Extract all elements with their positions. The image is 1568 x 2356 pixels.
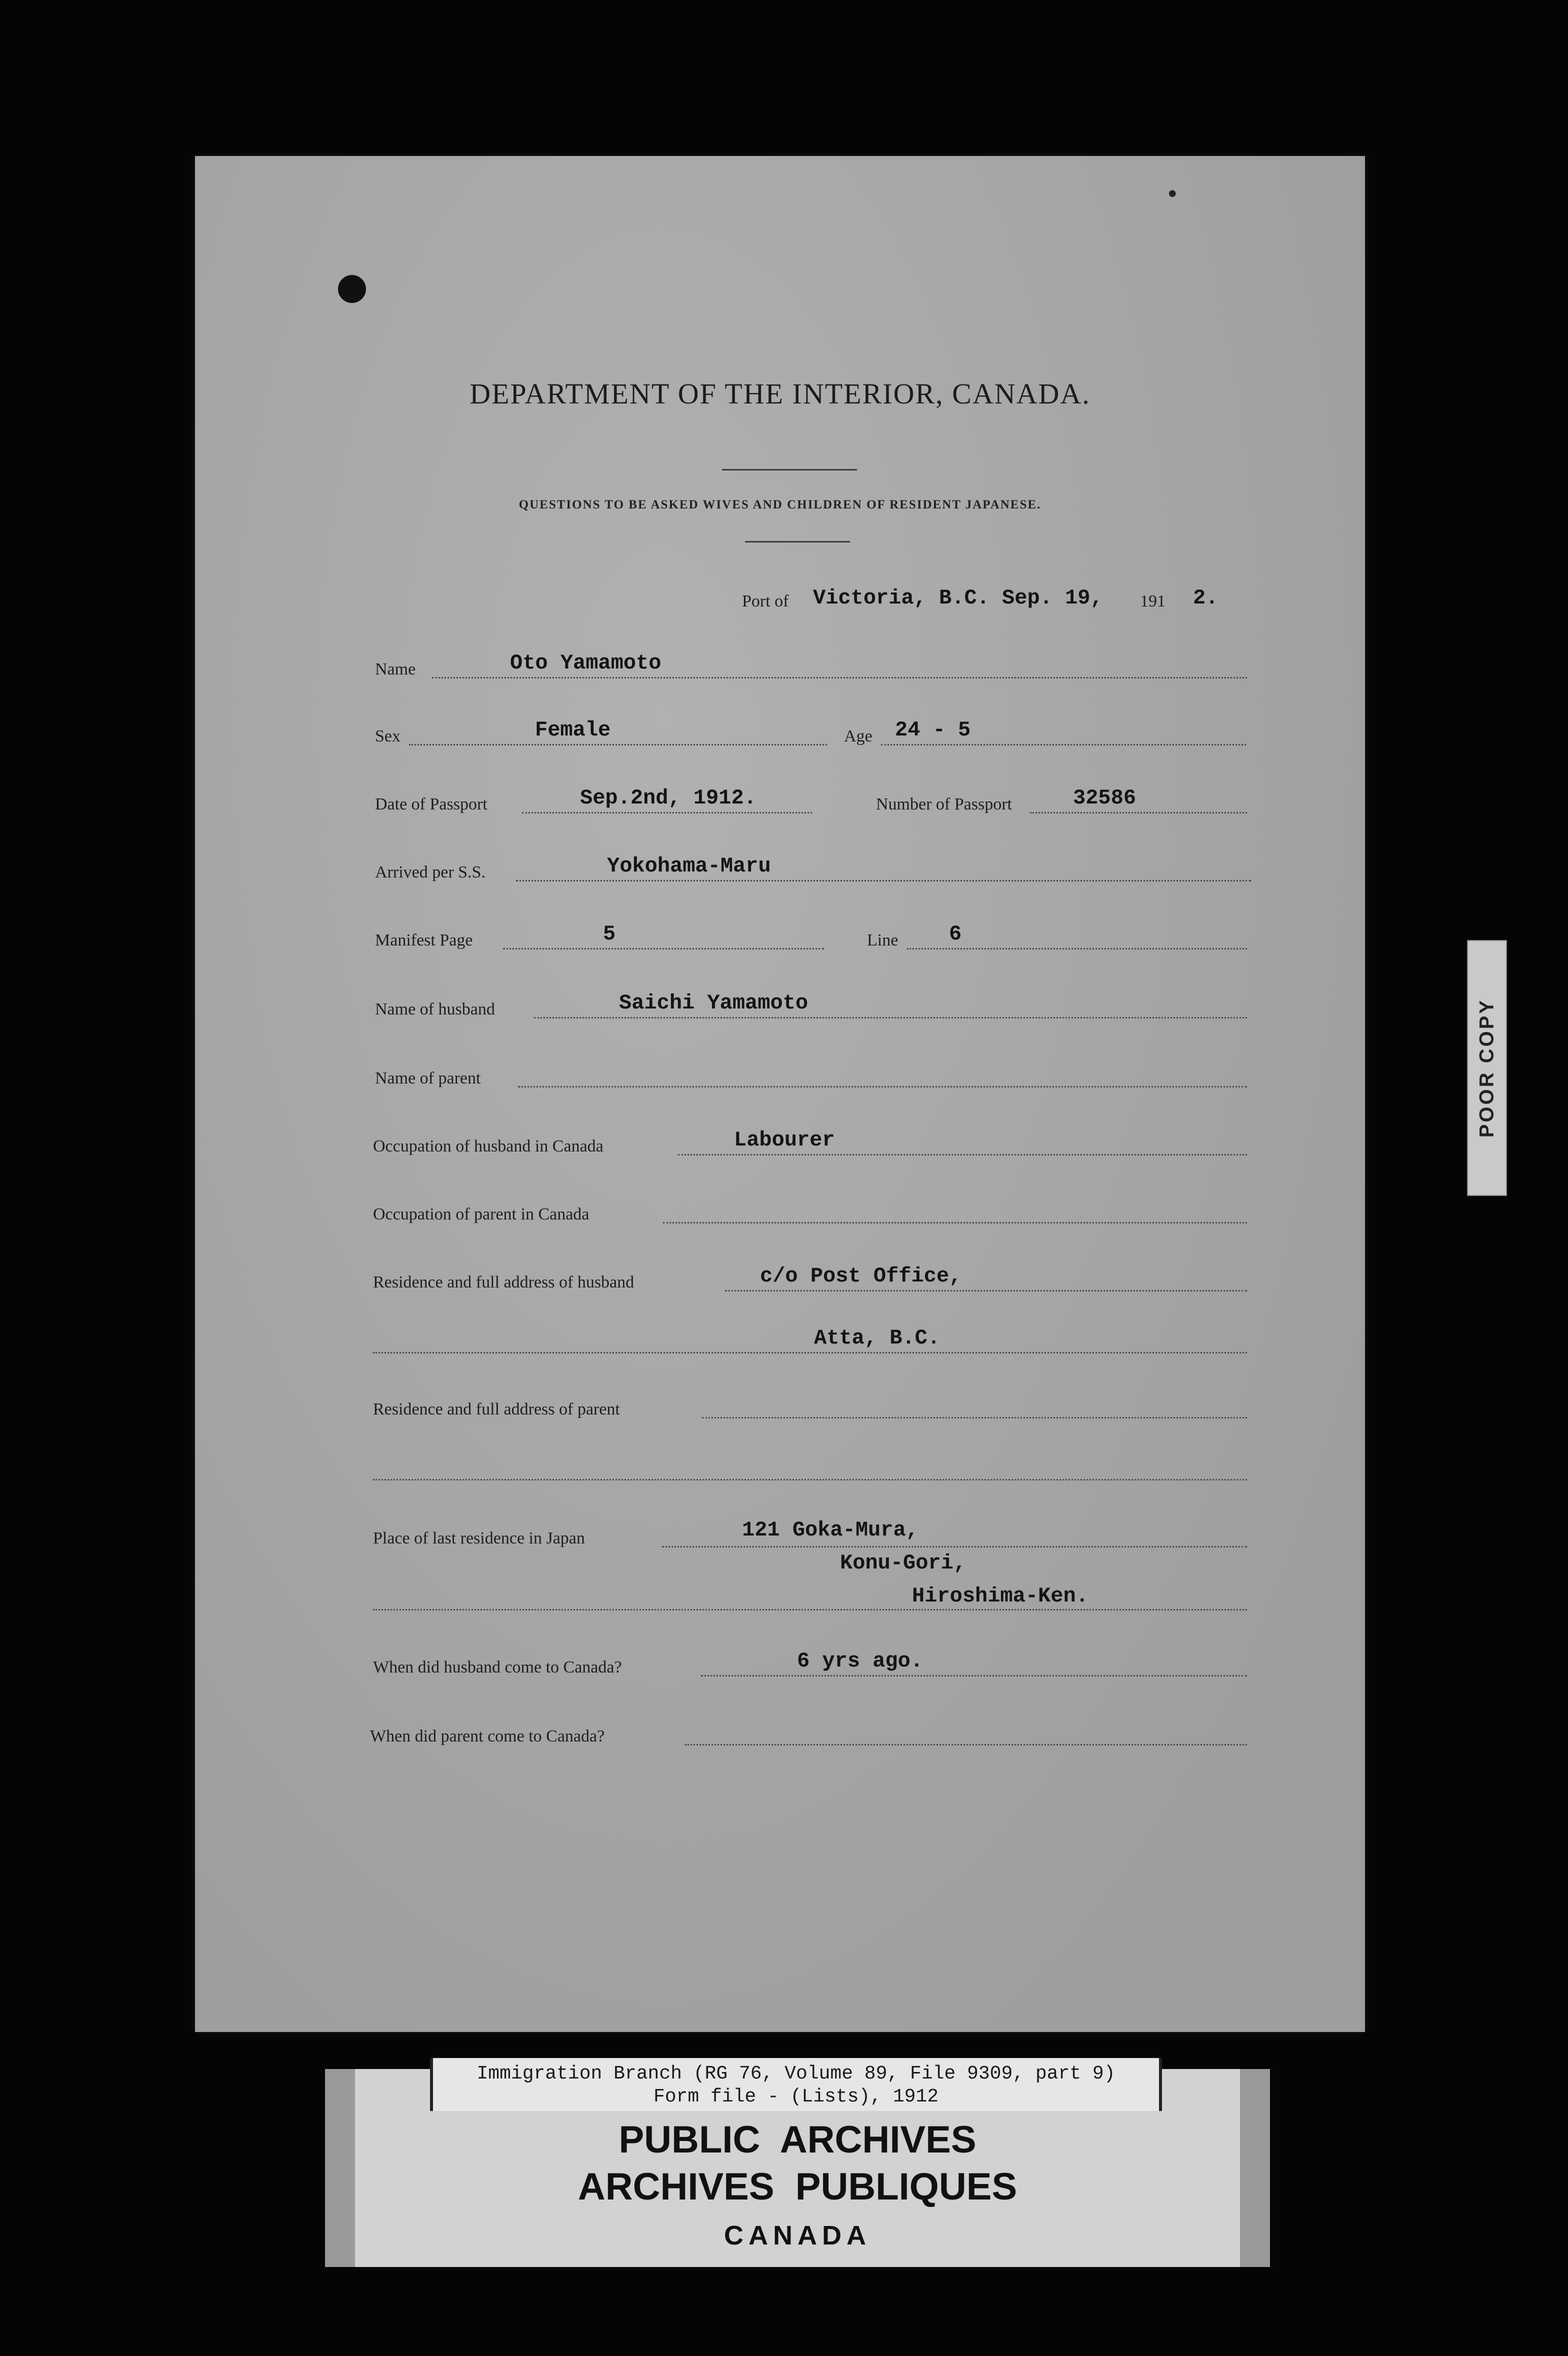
archive-reference-line2: Form file - (Lists), 1912 [653, 2086, 939, 2108]
sex-value: Female [535, 718, 611, 742]
parent-occupation-label: Occupation of parent in Canada [373, 1205, 590, 1224]
husband-occupation-value: Labourer [734, 1128, 835, 1152]
passport-date-label: Date of Passport [375, 795, 488, 814]
line-number-line [907, 948, 1247, 950]
husband-arrival-line [701, 1675, 1247, 1676]
parent-address-line [702, 1417, 1247, 1418]
manifest-value: 5 [603, 922, 616, 946]
arrived-value: Yokohama-Maru [607, 854, 771, 878]
japan-residence-line3: Hiroshima-Ken. [912, 1584, 1088, 1608]
husband-name-value: Saichi Yamamoto [619, 991, 808, 1015]
husband-arrival-value: 6 yrs ago. [797, 1649, 924, 1673]
husband-address-label: Residence and full address of husband [373, 1273, 634, 1292]
passport-number-line [1030, 812, 1247, 814]
year-suffix: 2. [1193, 586, 1218, 610]
line-value: 6 [949, 922, 962, 946]
japan-residence-line1: 121 Goka-Mura, [742, 1518, 918, 1542]
archive-reference-strip [430, 2058, 1162, 2111]
husband-address-line1: c/o Post Office, [760, 1264, 962, 1288]
year-prefix: 191 [1140, 592, 1166, 610]
parent-name-line [518, 1086, 1247, 1088]
punch-hole [338, 275, 366, 303]
husband-occupation-line [678, 1154, 1247, 1156]
husband-address-line2: Atta, B.C. [814, 1326, 940, 1350]
name-label: Name [375, 660, 416, 678]
japan-residence-line2: Konu-Gori, [840, 1551, 966, 1575]
japan-residence-label: Place of last residence in Japan [373, 1529, 585, 1548]
arrived-label: Arrived per S.S. [375, 863, 486, 882]
form-subtitle: QUESTIONS TO BE ASKED WIVES AND CHILDREN OF RESIDENT JAPANESE. [518, 498, 1042, 512]
heading-rule-bottom [745, 541, 850, 542]
line-label: Line [867, 931, 898, 950]
archives-line-english: PUBLIC ARCHIVES [618, 2118, 976, 2161]
japan-residence-line [662, 1546, 1247, 1548]
passport-number-value: 32586 [1073, 786, 1136, 810]
parent-address-continuation-line [373, 1479, 1247, 1480]
port-value: Victoria, B.C. Sep. 19, [813, 586, 1103, 610]
husband-occupation-label: Occupation of husband in Canada [373, 1137, 604, 1156]
passport-date-line [522, 812, 812, 814]
department-heading: DEPARTMENT OF THE INTERIOR, CANADA. [470, 378, 1090, 410]
name-line [432, 677, 1247, 678]
passport-number-label: Number of Passport [876, 795, 1012, 814]
sex-line [409, 744, 827, 746]
immigration-form-document [195, 156, 1365, 2032]
poor-copy-stamp [1467, 940, 1507, 1196]
parent-address-label: Residence and full address of parent [373, 1400, 620, 1418]
husband-arrival-label: When did husband come to Canada? [373, 1658, 622, 1676]
age-line [881, 744, 1246, 746]
archive-reference-line1: Immigration Branch (RG 76, Volume 89, File 9309, part 9) [476, 2063, 1116, 2084]
manifest-label: Manifest Page [375, 931, 473, 950]
age-value: 24 - 5 [895, 718, 971, 742]
heading-rule-top [722, 469, 857, 470]
archives-line-french: ARCHIVES PUBLIQUES [578, 2166, 1018, 2208]
port-label: Port of [742, 592, 789, 610]
passport-date-value: Sep.2nd, 1912. [580, 786, 756, 810]
husband-address-line [725, 1290, 1247, 1292]
sex-label: Sex [375, 727, 400, 746]
japan-residence-continuation-line [373, 1609, 1247, 1610]
archives-line-country: CANADA [724, 2220, 871, 2250]
husband-name-label: Name of husband [375, 1000, 495, 1018]
husband-name-line [534, 1017, 1247, 1018]
parent-arrival-label: When did parent come to Canada? [370, 1727, 605, 1746]
parent-occupation-line [663, 1222, 1247, 1224]
corner-mark: • [1168, 180, 1177, 208]
age-label: Age [844, 727, 872, 746]
poor-copy-stamp-text: POOR COPY [1476, 998, 1498, 1138]
parent-name-label: Name of parent [375, 1069, 481, 1088]
arrived-line [516, 880, 1251, 882]
name-value: Oto Yamamoto [510, 651, 662, 675]
husband-address-continuation-line [373, 1352, 1247, 1354]
parent-arrival-line [685, 1744, 1247, 1746]
manifest-line [503, 948, 824, 950]
